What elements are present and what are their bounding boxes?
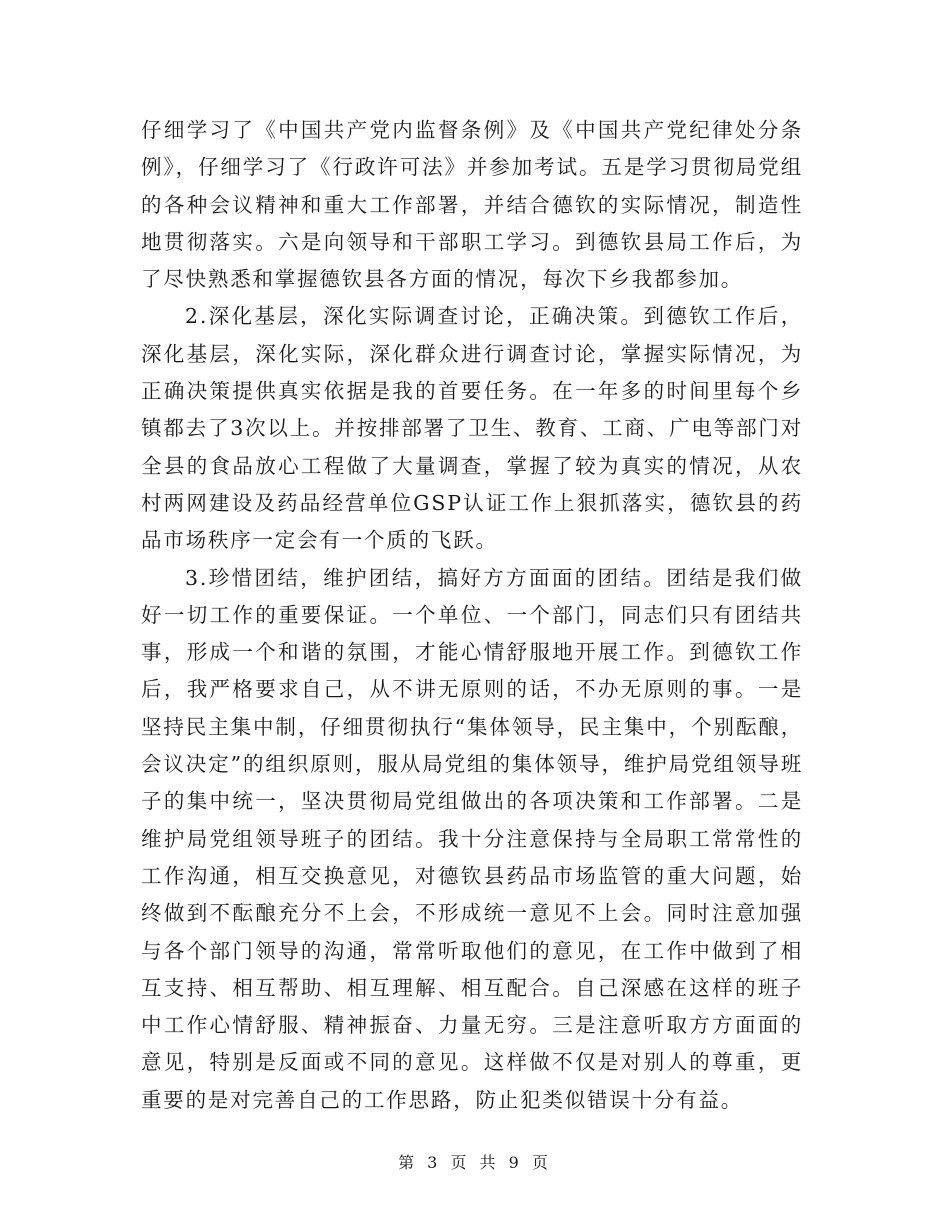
page-number-footer: 第 3 页 共 9 页: [398, 1153, 552, 1172]
document-body: [141, 112, 803, 1119]
paragraph-section-3: 3.珍惜团结，维护团结，搞好方方面面的团结。团结是我们做好一切工作的重要保证。一个单位、一个部门，同志们只有团结共事，形成一个和谐的氛围，才能心情舒服地开展工作。到德钦工作后，我严格要求自己，从不讲无原则的话，不办无原则的事。一是坚持民主集中制，仔细贯彻执行“集体领导，民主集中，个别酝酿，会议决定”的组织原则，服从局党组的集体领导，维护局党组领导班子的集中统一，坚决贯彻局党组做出的各项决策和工作部署。二是维护局党组领导班子的团结。我十分注意保持与全局职工常常性的工作沟通，相互交换意见，对德钦县药品市场监管的重大问题，始终做到不酝酿充分不上会，不形成统一意见不上会。同时注意加强与各个部门领导的沟通，常常听取他们的意见，在工作中做到了相互支持、相互帮助、相互理解、相互配合。自己深感在这样的班子中工作心情舒服、精神振奋、力量无穷。三是注意听取方方面面的意见，特别是反面或不同的意见。这样做不仅是对别人的尊重，更重要的是对完善自己的工作思路，防止犯类似错误十分有益。: [141, 565, 803, 1112]
paragraph-continuation: 仔细学习了《中国共产党内监督条例》及《中国共产党纪律处分条例》，仔细学习了《行政许可法》并参加考试。五是学习贯彻局党组的各种会议精神和重大工作部署，并结合德钦的实际情况，制造性地贯彻落实。六是向领导和干部职工学习。到德钦县局工作后，为了尽快熟悉和掌握德钦县各方面的情况，每次下乡我都参加。: [141, 118, 803, 292]
paragraph-section-2: 2.深化基层，深化实际调查讨论，正确决策。到德钦工作后，深化基层，深化实际，深化群众进行调查讨论，掌握实际情况，为正确决策提供真实依据是我的首要任务。在一年多的时间里每个乡镇都去了3次以上。并按排部署了卫生、教育、工商、广电等部门对全县的食品放心工程做了大量调查，掌握了较为真实的情况，从农村两网建设及药品经营单位GSP认证工作上狠抓落实，德钦县的药品市场秩序一定会有一个质的飞跃。: [141, 304, 803, 553]
